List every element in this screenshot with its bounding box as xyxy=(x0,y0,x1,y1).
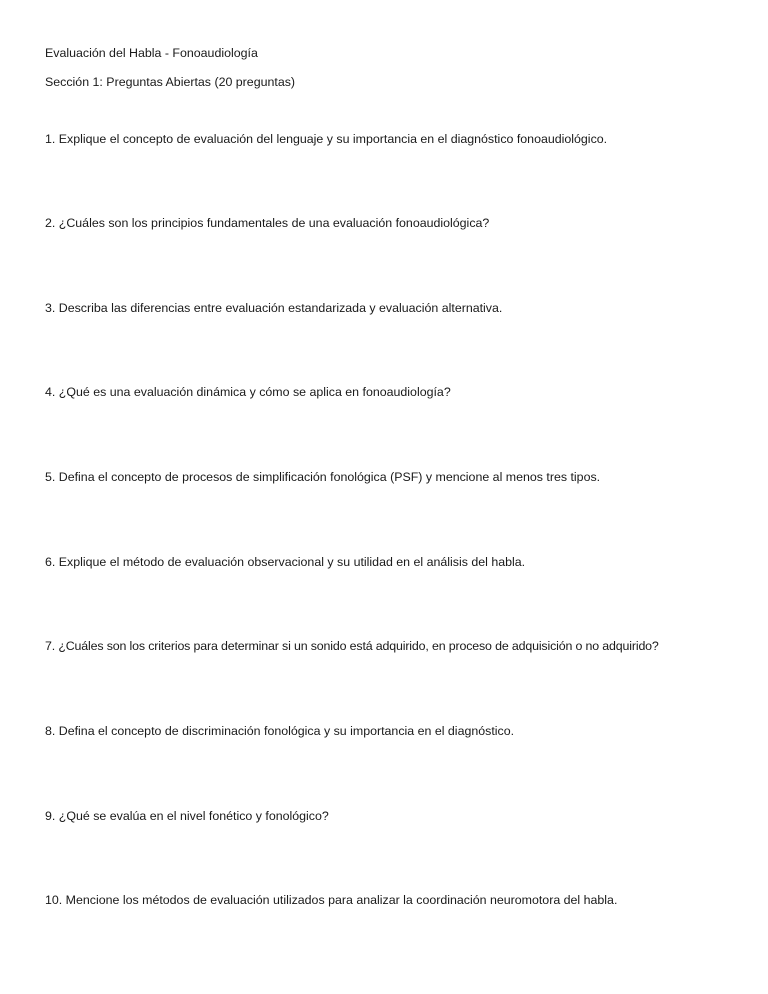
question-7: 7. ¿Cuáles son los criterios para determinar si un sonido está adquirido, en proceso de adquisición o no adquirido? xyxy=(45,639,659,653)
question-3: 3. Describa las diferencias entre evaluación estandarizada y evaluación alternativa. xyxy=(45,301,503,315)
question-6: 6. Explique el método de evaluación observacional y su utilidad en el análisis del habla. xyxy=(45,555,526,569)
question-4: 4. ¿Qué es una evaluación dinámica y cómo se aplica en fonoaudiología? xyxy=(45,385,451,399)
section-heading: Sección 1: Preguntas Abiertas (20 preguntas) xyxy=(45,75,296,89)
question-9: 9. ¿Qué se evalúa en el nivel fonético y fonológico? xyxy=(45,809,329,823)
question-8: 8. Defina el concepto de discriminación fonológica y su importancia en el diagnóstico. xyxy=(45,724,515,738)
question-10: 10. Mencione los métodos de evaluación utilizados para analizar la coordinación neuromotora del habla. xyxy=(45,893,618,907)
document-title: Evaluación del Habla - Fonoaudiología xyxy=(45,46,258,60)
question-2: 2. ¿Cuáles son los principios fundamentales de una evaluación fonoaudiológica? xyxy=(45,216,490,230)
question-5: 5. Defina el concepto de procesos de simplificación fonológica (PSF) y mencione al menos tres tipos. xyxy=(45,470,601,484)
question-1: 1. Explique el concepto de evaluación del lenguaje y su importancia en el diagnóstico fonoaudiológico. xyxy=(45,132,608,146)
